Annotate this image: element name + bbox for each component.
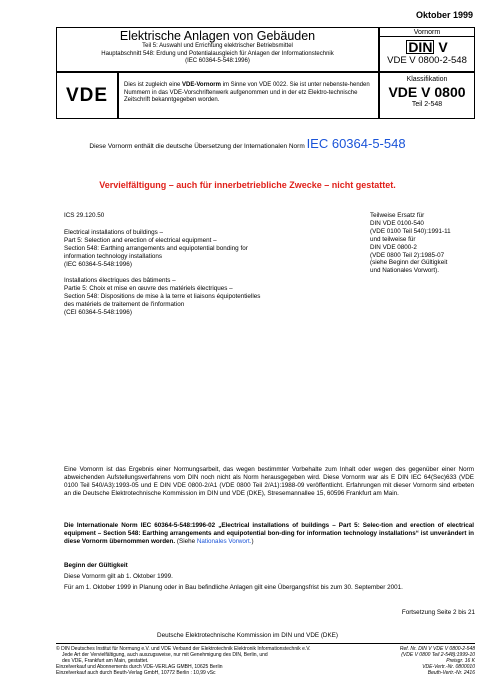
subtitle-part: Teil 5: Auswahl und Errichtung elektrischer Betriebsmittel bbox=[142, 43, 293, 49]
validity-section bbox=[64, 562, 474, 592]
adoption-statement bbox=[64, 522, 474, 546]
french-title-2: Partie 5: Choix et mise en œuvre des matériels électriques – bbox=[64, 285, 233, 293]
english-title-2: Part 5: Selection and erection of electrical equipment – bbox=[64, 236, 217, 244]
reference-number: Ref. Nr. DIN V VDE V 0800-2-548 bbox=[399, 646, 475, 652]
english-title-3: Section 548: Earthing arrangements and equipotential bonding for bbox=[64, 244, 248, 252]
footer-divider bbox=[56, 643, 475, 644]
english-title-4: information technology installations bbox=[64, 252, 163, 260]
replacement-line: (VDE 0100 Teil 540):1991-11 bbox=[370, 227, 451, 235]
adoption-tail-post: ) bbox=[251, 537, 254, 545]
vornorm-label: Vornorm bbox=[380, 28, 474, 37]
replacement-line: und teilweise für bbox=[370, 235, 416, 243]
replacement-line: DIN VDE 0800-2 bbox=[370, 243, 417, 251]
price-group: Preisgr. 16 K bbox=[446, 658, 475, 664]
replacement-line: und Nationales Vorwort). bbox=[370, 267, 439, 275]
classification-part: Teil 2-548 bbox=[411, 101, 443, 108]
validity-line-2: Für am 1. Oktober 1999 in Planung oder in Bau befindliche Anlagen gilt eine Übergangsfrist bis zum 30. September 2001. bbox=[64, 583, 403, 591]
din-suffix: V bbox=[438, 39, 448, 55]
french-title-4: des matériels de traitement de l'information bbox=[64, 301, 185, 309]
copy-warning: Vervielfältigung – auch für innerbetriebliche Zwecke – nicht gestattet. bbox=[99, 180, 396, 190]
french-title-1: Installations électriques des bâtiments – bbox=[64, 277, 176, 285]
intro-line bbox=[0, 136, 495, 151]
page-continuation: Fortsetzung Seite 2 bis 21 bbox=[401, 609, 475, 616]
standard-number: VDE V 0800-2-548 bbox=[387, 55, 467, 66]
din-logo: DIN bbox=[408, 39, 433, 55]
english-title-1: Electrical installations of buildings – bbox=[64, 228, 164, 236]
notice-prefix: Dies ist zugleich eine bbox=[124, 82, 183, 88]
validity-heading: Beginn der Gültigkeit bbox=[64, 562, 128, 569]
replacement-line: Teilweise Ersatz für bbox=[370, 212, 425, 219]
notice-bold: VDE-Vornorm bbox=[182, 82, 221, 88]
replacement-note bbox=[370, 212, 480, 275]
copyright-line: Jede Art der Vervielfältigung, auch auszugsweise, nur mit Genehmigung des DIN, Berlin, und bbox=[62, 652, 268, 658]
copyright-line: des VDE, Frankfurt am Main, gestattet. bbox=[62, 658, 149, 664]
ics-code: ICS 29.120.50 bbox=[64, 212, 105, 219]
adoption-tail-pre: (Siehe bbox=[176, 537, 197, 545]
standard-number-box bbox=[379, 27, 475, 72]
french-title-5: (CEI 60364-5-548:1996) bbox=[64, 309, 132, 317]
copyright-block bbox=[56, 646, 386, 676]
sales-line: Einzelverkauf auch durch Beuth-Verlag GmbH, 10772 Berlin : 10,99 vSc bbox=[56, 670, 216, 676]
vde-logo-text: VDE bbox=[65, 84, 109, 106]
reference-number-sub: (VDE V 0800 Teil 2-548):1999-10 bbox=[401, 652, 475, 658]
replacement-line: (VDE 0800 Teil 2):1985-07 bbox=[370, 251, 445, 259]
subtitle-section: Hauptabschnitt 548: Erdung und Potentialausgleich für Anlagen der Informationstechnik bbox=[101, 50, 334, 57]
english-title-5: (IEC 60364-5-548:1996) bbox=[64, 260, 132, 268]
publication-date: Oktober 1999 bbox=[415, 10, 473, 20]
copyright-line: © DIN Deutsches Institut für Normung e.V. und VDE Verband der Elektrotechnik Elektronik Informationstechnik e.V. bbox=[56, 646, 311, 652]
classification-label: Klassifikation bbox=[406, 76, 448, 83]
intro-text: Diese Vornorm enthält die deutsche Übersetzung der Internationalen Norm bbox=[89, 143, 307, 150]
classification-box bbox=[379, 72, 475, 119]
vde-notice bbox=[118, 72, 379, 119]
validity-line-1: Diese Vornorm gilt ab 1. Oktober 1999. bbox=[64, 572, 173, 580]
din-mark bbox=[380, 39, 474, 55]
replacement-line: (siehe Beginn der Gültigkeit bbox=[370, 259, 448, 267]
iec-reference: IEC 60364-5-548 bbox=[306, 136, 406, 151]
replacement-line: DIN VDE 0100-540 bbox=[370, 219, 424, 227]
titles-column bbox=[64, 212, 319, 317]
subtitle-iec: (IEC 60364-5-548:1996) bbox=[185, 58, 250, 64]
title-box bbox=[56, 27, 379, 72]
adoption-bold: Die Internationale Norm IEC 60364-5-548:1996-02 „Electrical installations of buildings – Part 5: Selec-tion and erection of electrical equipment – Section 548: Earthing arrangements and equipotential bon-ding for information technology installations“ ist unverändert in diese Vornorm übernommen worden. bbox=[64, 522, 474, 545]
national-foreword-link[interactable]: Nationales Vorwort. bbox=[196, 537, 252, 545]
beuth-sales-number: Beuth-Vertr.-Nr. 2416 bbox=[427, 670, 475, 676]
sales-line: Einzelverkauf und Abonnements durch VDE-VERLAG GMBH, 10625 Berlin bbox=[56, 664, 223, 670]
french-title-3: Section 548: Dispositions de mise à la terre et liaisons équipotentielles bbox=[64, 293, 261, 301]
vde-sales-number: VDE-Vertr.-Nr. 0800010 bbox=[422, 664, 475, 670]
notice-rest: im Sinne von VDE 0022. Sie ist unter nebenste-henden Nummern in das VDE-Vorschriftenwerk aufgenommen und in der etz Elektro-technische Zeitschrift bekanntgegeben worden. bbox=[124, 82, 370, 103]
reference-block bbox=[370, 646, 475, 676]
issuing-commission: Deutsche Elektrotechnische Kommission im DIN und VDE (DKE) bbox=[157, 632, 338, 639]
vde-logo bbox=[56, 72, 118, 119]
document-title: Elektrische Anlagen von Gebäuden bbox=[119, 29, 316, 43]
classification-value: VDE V 0800 bbox=[388, 84, 466, 100]
vornorm-explanation: Eine Vornorm ist das Ergebnis einer Normungsarbeit, das wegen bestimmter Vorbehalte zum Inhalt oder wegen des gegenüber einer Norm abweichenden Aufstellungsverfahrens vom DIN noch nicht als Norm herausgegeben wird. Diese Vornorm war als E DIN IEC 64(Sec)633 (VDE 0100 Teil 540/A3):1993-05 und E DIN VDE 0800-2/A1 (VDE 0800 Teil 2/A1):1988-09 veröffentlicht. Erfahrungen mit dieser Vornorm sind erbeten an die Deutsche Elektrotechnische Kommission im DIN und VDE (DKE), Stresemannallee 15, 60596 Frankfurt am Main. bbox=[64, 466, 474, 497]
